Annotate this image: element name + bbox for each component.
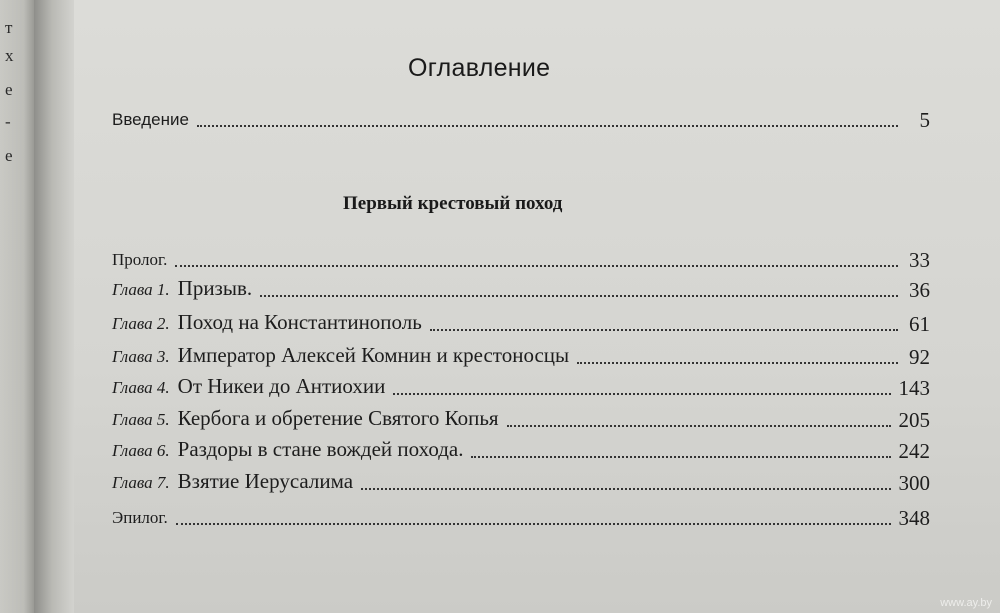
toc-row-intro (112, 103, 930, 133)
toc-page-number: 61 (909, 312, 930, 336)
toc-page-number: 242 (898, 439, 930, 463)
toc-page-number: 33 (909, 248, 930, 272)
chapter-prefix: Глава 1. (112, 280, 170, 299)
toc-page-number: 205 (898, 408, 930, 432)
toc-entry-label: Император Алексей Комнин и крестоносцы (177, 343, 570, 367)
toc-entry-label: Кербога и обретение Святого Копья (177, 406, 499, 430)
toc-entry-label: Раздоры в стане вождей похода. (177, 437, 464, 461)
adjacent-page-text-fragment: е (5, 80, 13, 99)
chapter-prefix: Глава 2. (112, 314, 170, 333)
dot-leader (471, 456, 890, 458)
toc-page-number: 36 (909, 278, 930, 302)
toc-row (112, 466, 930, 496)
dot-leader (176, 523, 891, 525)
chapter-prefix: Глава 6. (112, 441, 170, 460)
toc-entry-label: Взятие Иерусалима (177, 469, 354, 493)
dot-leader (175, 265, 898, 267)
dot-leader (430, 329, 898, 331)
toc-page-number: 348 (898, 506, 930, 530)
section-heading: Первый крестовый поход (343, 193, 563, 214)
dot-leader (361, 488, 890, 490)
toc-entry-label: От Никеи до Антиохии (177, 374, 386, 398)
adjacent-page-text-fragment: е (5, 146, 13, 165)
dot-leader (393, 393, 890, 395)
toc-entry-label: Поход на Константинополь (177, 310, 422, 334)
toc-row (112, 501, 930, 531)
toc-row (112, 243, 930, 273)
toc-row (112, 307, 930, 337)
adjacent-page-text-fragment: - (5, 112, 11, 131)
chapter-prefix: Глава 7. (112, 473, 170, 492)
toc-row (112, 434, 930, 464)
toc-row (112, 371, 930, 401)
dot-leader (577, 362, 898, 364)
page-title: Оглавление (408, 54, 551, 82)
watermark: www.ay.by (940, 597, 992, 609)
adjacent-page-text-fragment: т (5, 18, 13, 37)
adjacent-page-edge (0, 0, 34, 613)
toc-page-number: 5 (919, 108, 930, 132)
dot-leader (260, 295, 898, 297)
toc-entry-label: Эпилог. (112, 508, 168, 527)
toc-entry-label: Введение (112, 110, 189, 129)
toc-row (112, 273, 930, 303)
dot-leader (197, 125, 898, 127)
chapter-prefix: Глава 4. (112, 378, 170, 397)
book-gutter (34, 0, 74, 613)
toc-entry-label: Пролог. (112, 250, 168, 269)
toc-row (112, 403, 930, 433)
chapter-prefix: Глава 3. (112, 347, 170, 366)
toc-row (112, 340, 930, 370)
toc-entry-label: Призыв. (177, 276, 253, 300)
toc-page-number: 92 (909, 345, 930, 369)
chapter-prefix: Глава 5. (112, 410, 170, 429)
toc-page-number: 300 (898, 471, 930, 495)
toc-page-number: 143 (898, 376, 930, 400)
dot-leader (507, 425, 891, 427)
adjacent-page-text-fragment: х (5, 46, 14, 65)
